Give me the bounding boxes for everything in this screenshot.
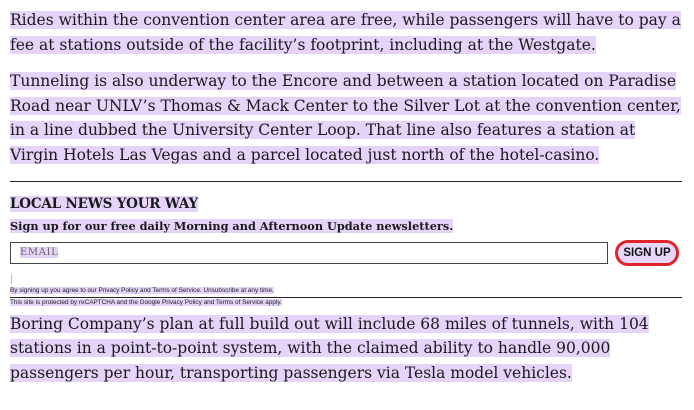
newsletter-title: [10, 196, 682, 213]
signup-row: [10, 242, 682, 266]
paragraph-text: Tunneling is also underway to the Encore and between a station located on Paradise Road near UNLV’s Thomas & Mack Center to the Silver Lot at the convention center, in a line dubbed the University Center Loop. That line also features a station at Virgin Hotels Las Vegas and a parcel located just north of the hotel-casino.: [10, 72, 681, 164]
email-input[interactable]: [10, 242, 608, 264]
newsletter-subtitle: [10, 219, 682, 234]
email-placeholder: EMAIL: [20, 246, 59, 258]
newsletter-subtitle-text: Sign up for our free daily Morning and Afternoon Update newsletters.: [10, 218, 454, 233]
legal-notice: [10, 285, 682, 310]
article-paragraph: [10, 8, 682, 57]
article-body: [10, 8, 682, 385]
article-paragraph: [10, 69, 682, 167]
text-cursor: [11, 274, 12, 284]
newsletter-signup: [10, 182, 682, 316]
legal-line: [10, 297, 682, 310]
paragraph-text: Boring Company’s plan at full build out will include 68 miles of tunnels, with 104 stations in a point-to-point system, with the claimed ability to handle 90,000 passengers per hour, transporting passengers via Tesla model vehicles.: [10, 314, 649, 382]
sign-up-button[interactable]: SIGN UP: [615, 240, 679, 266]
article-paragraph: [10, 312, 682, 386]
newsletter-title-text: LOCAL NEWS YOUR WAY: [10, 195, 198, 212]
paragraph-text: Rides within the convention center area are free, while passengers will have to pay a fee at stations outside of the facility’s footprint, including at the Westgate.: [10, 11, 681, 54]
legal-text: This site is protected by reCAPTCHA and the Google Privacy Policy and Terms of Service apply.: [10, 299, 282, 307]
legal-text: By signing up you agree to our Privacy Policy and Terms of Service. Unsubscribe at any time.: [10, 286, 274, 294]
legal-line: [10, 285, 682, 298]
